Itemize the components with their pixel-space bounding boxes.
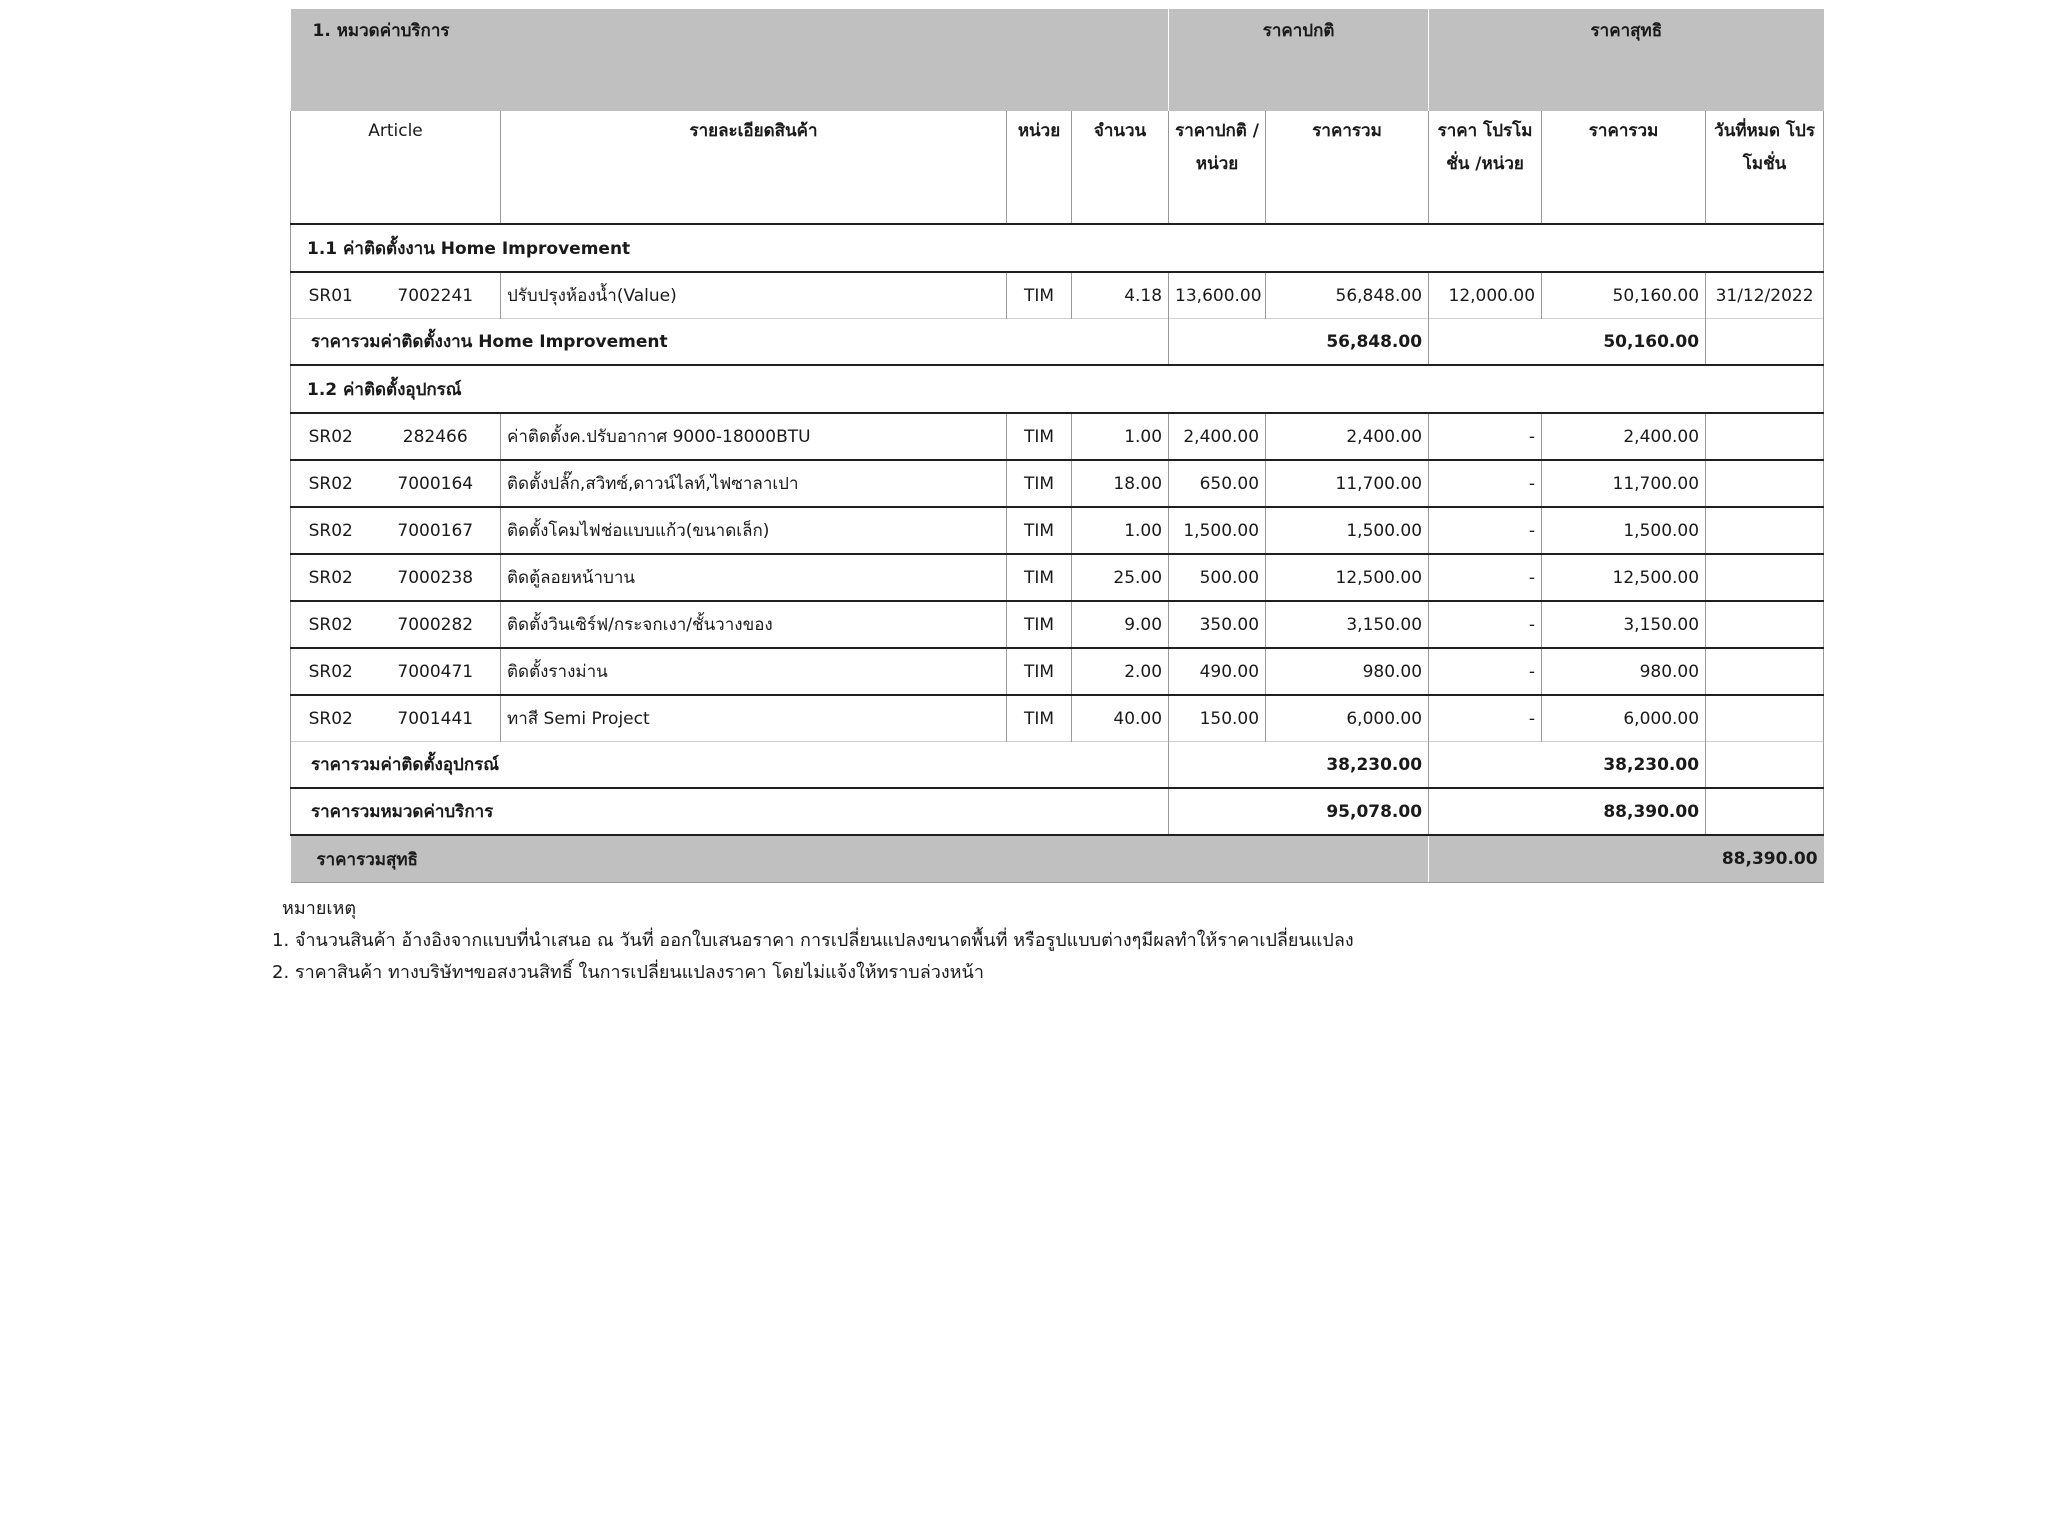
subtotal-row xyxy=(291,319,1824,366)
item-qty: 2.00 xyxy=(1072,648,1169,695)
item-article: 282466 xyxy=(371,413,501,460)
col-total: ราคารวม xyxy=(1266,111,1429,224)
item-net-total: 980.00 xyxy=(1542,648,1706,695)
subtotal-blank xyxy=(1706,742,1824,789)
item-total: 11,700.00 xyxy=(1266,460,1429,507)
item-qty: 4.18 xyxy=(1072,272,1169,319)
item-article: 7000282 xyxy=(371,601,501,648)
item-qty: 1.00 xyxy=(1072,507,1169,554)
item-unit: TIM xyxy=(1007,554,1072,601)
item-price: 1,500.00 xyxy=(1169,507,1266,554)
item-total: 1,500.00 xyxy=(1266,507,1429,554)
table-row xyxy=(291,272,1824,319)
item-promo-price: - xyxy=(1429,648,1542,695)
remarks xyxy=(272,893,1354,989)
subtotal-net: 38,230.00 xyxy=(1429,742,1706,789)
item-code: SR02 xyxy=(291,507,371,554)
subtotal-row xyxy=(291,742,1824,789)
col-promo-end: วันที่หมด โปรโมชั่น xyxy=(1706,111,1824,224)
subtotal-total: 38,230.00 xyxy=(1169,742,1429,789)
item-code: SR01 xyxy=(291,272,371,319)
col-promo-price: ราคา โปรโมชั่น /หน่วย xyxy=(1429,111,1542,224)
group-title: 1.1 ค่าติดตั้งงาน Home Improvement xyxy=(291,224,1824,272)
col-article: Article xyxy=(291,111,501,224)
item-promo-price: - xyxy=(1429,695,1542,742)
item-net-total: 6,000.00 xyxy=(1542,695,1706,742)
item-total: 12,500.00 xyxy=(1266,554,1429,601)
column-header-row xyxy=(291,111,1824,224)
item-article: 7000238 xyxy=(371,554,501,601)
table-row xyxy=(291,413,1824,460)
section-title: 1. หมวดค่าบริการ xyxy=(291,9,1169,111)
item-price: 650.00 xyxy=(1169,460,1266,507)
item-total: 6,000.00 xyxy=(1266,695,1429,742)
table-row xyxy=(291,554,1824,601)
group-title-row xyxy=(291,365,1824,413)
group-title: 1.2 ค่าติดตั้งอุปกรณ์ xyxy=(291,365,1824,413)
item-description: ปรับปรุงห้องน้ำ(Value) xyxy=(501,272,1007,319)
remark-item-2: 2. ราคาสินค้า ทางบริษัทฯขอสงวนสิทธิ์ ในการเปลี่ยนแปลงราคา โดยไม่แจ้งให้ทราบล่วงหน้า xyxy=(272,962,984,983)
item-net-total: 11,700.00 xyxy=(1542,460,1706,507)
item-code: SR02 xyxy=(291,554,371,601)
item-article: 7002241 xyxy=(371,272,501,319)
item-price: 2,400.00 xyxy=(1169,413,1266,460)
category-total: 95,078.00 xyxy=(1169,788,1429,835)
grand-total-value: 88,390.00 xyxy=(1429,835,1824,883)
item-article: 7000164 xyxy=(371,460,501,507)
item-promo-price: - xyxy=(1429,507,1542,554)
item-unit: TIM xyxy=(1007,272,1072,319)
quotation-table xyxy=(290,9,1824,883)
item-price: 150.00 xyxy=(1169,695,1266,742)
item-net-total: 3,150.00 xyxy=(1542,601,1706,648)
item-unit: TIM xyxy=(1007,601,1072,648)
item-promo-price: - xyxy=(1429,554,1542,601)
net-price-header: ราคาสุทธิ xyxy=(1429,9,1824,111)
item-qty: 40.00 xyxy=(1072,695,1169,742)
table-row xyxy=(291,460,1824,507)
item-qty: 18.00 xyxy=(1072,460,1169,507)
item-total: 2,400.00 xyxy=(1266,413,1429,460)
normal-price-header: ราคาปกติ xyxy=(1169,9,1429,111)
item-description: ค่าติดตั้งค.ปรับอากาศ 9000-18000BTU xyxy=(501,413,1007,460)
item-promo-price: 12,000.00 xyxy=(1429,272,1542,319)
col-price-per-unit: ราคาปกติ /หน่วย xyxy=(1169,111,1266,224)
item-qty: 1.00 xyxy=(1072,413,1169,460)
item-promo-end xyxy=(1706,413,1824,460)
item-article: 7001441 xyxy=(371,695,501,742)
item-price: 490.00 xyxy=(1169,648,1266,695)
item-article: 7000167 xyxy=(371,507,501,554)
item-promo-price: - xyxy=(1429,460,1542,507)
remarks-title: หมายเหตุ xyxy=(282,898,357,919)
item-code: SR02 xyxy=(291,648,371,695)
item-net-total: 50,160.00 xyxy=(1542,272,1706,319)
item-promo-end: 31/12/2022 xyxy=(1706,272,1824,319)
item-promo-end xyxy=(1706,460,1824,507)
category-blank xyxy=(1706,788,1824,835)
item-description: ติดตั้งปลั๊ก,สวิทซ์,ดาวน์ไลท์,ไฟซาลาเปา xyxy=(501,460,1007,507)
subtotal-label: ราคารวมค่าติดตั้งอุปกรณ์ xyxy=(291,742,1169,789)
item-unit: TIM xyxy=(1007,507,1072,554)
table-row xyxy=(291,601,1824,648)
item-price: 350.00 xyxy=(1169,601,1266,648)
item-total: 980.00 xyxy=(1266,648,1429,695)
item-total: 3,150.00 xyxy=(1266,601,1429,648)
item-unit: TIM xyxy=(1007,413,1072,460)
category-net-total: 88,390.00 xyxy=(1429,788,1706,835)
table-row xyxy=(291,648,1824,695)
item-description: ทาสี Semi Project xyxy=(501,695,1007,742)
item-code: SR02 xyxy=(291,695,371,742)
item-unit: TIM xyxy=(1007,695,1072,742)
item-article: 7000471 xyxy=(371,648,501,695)
item-net-total: 1,500.00 xyxy=(1542,507,1706,554)
item-price: 13,600.00 xyxy=(1169,272,1266,319)
item-code: SR02 xyxy=(291,413,371,460)
item-description: ติดตั้งรางม่าน xyxy=(501,648,1007,695)
item-net-total: 12,500.00 xyxy=(1542,554,1706,601)
item-description: ติดตั้งวินเซิร์ฟ/กระจกเงา/ชั้นวางของ xyxy=(501,601,1007,648)
item-unit: TIM xyxy=(1007,648,1072,695)
table-row xyxy=(291,695,1824,742)
category-total-row xyxy=(291,788,1824,835)
item-net-total: 2,400.00 xyxy=(1542,413,1706,460)
category-total-label: ราคารวมหมวดค่าบริการ xyxy=(291,788,1169,835)
item-code: SR02 xyxy=(291,460,371,507)
item-description: ติดตั้งโคมไฟช่อแบบแก้ว(ขนาดเล็ก) xyxy=(501,507,1007,554)
col-description: รายละเอียดสินค้า xyxy=(501,111,1007,224)
grand-total-row xyxy=(291,835,1824,883)
item-promo-price: - xyxy=(1429,601,1542,648)
col-qty: จำนวน xyxy=(1072,111,1169,224)
subtotal-total: 56,848.00 xyxy=(1169,319,1429,366)
item-qty: 9.00 xyxy=(1072,601,1169,648)
item-promo-end xyxy=(1706,695,1824,742)
item-unit: TIM xyxy=(1007,460,1072,507)
remark-item-1: 1. จำนวนสินค้า อ้างอิงจากแบบที่นำเสนอ ณ วันที่ ออกใบเสนอราคา การเปลี่ยนแปลงขนาดพื้นที่ หรือรูปแบบต่างๆมีผลทำให้ราคาเปลี่ยนแปลง xyxy=(272,930,1354,951)
item-code: SR02 xyxy=(291,601,371,648)
table-row xyxy=(291,507,1824,554)
item-promo-end xyxy=(1706,601,1824,648)
item-promo-end xyxy=(1706,648,1824,695)
item-total: 56,848.00 xyxy=(1266,272,1429,319)
item-promo-price: - xyxy=(1429,413,1542,460)
item-promo-end xyxy=(1706,507,1824,554)
col-unit: หน่วย xyxy=(1007,111,1072,224)
section-header-row xyxy=(291,9,1824,111)
item-description: ติดตู้ลอยหน้าบาน xyxy=(501,554,1007,601)
item-price: 500.00 xyxy=(1169,554,1266,601)
item-qty: 25.00 xyxy=(1072,554,1169,601)
subtotal-blank xyxy=(1706,319,1824,366)
grand-total-label: ราคารวมสุทธิ xyxy=(291,835,1429,883)
subtotal-net: 50,160.00 xyxy=(1429,319,1706,366)
quotation-body xyxy=(291,9,1824,883)
subtotal-label: ราคารวมค่าติดตั้งงาน Home Improvement xyxy=(291,319,1169,366)
item-promo-end xyxy=(1706,554,1824,601)
group-title-row xyxy=(291,224,1824,272)
col-net-total: ราคารวม xyxy=(1542,111,1706,224)
